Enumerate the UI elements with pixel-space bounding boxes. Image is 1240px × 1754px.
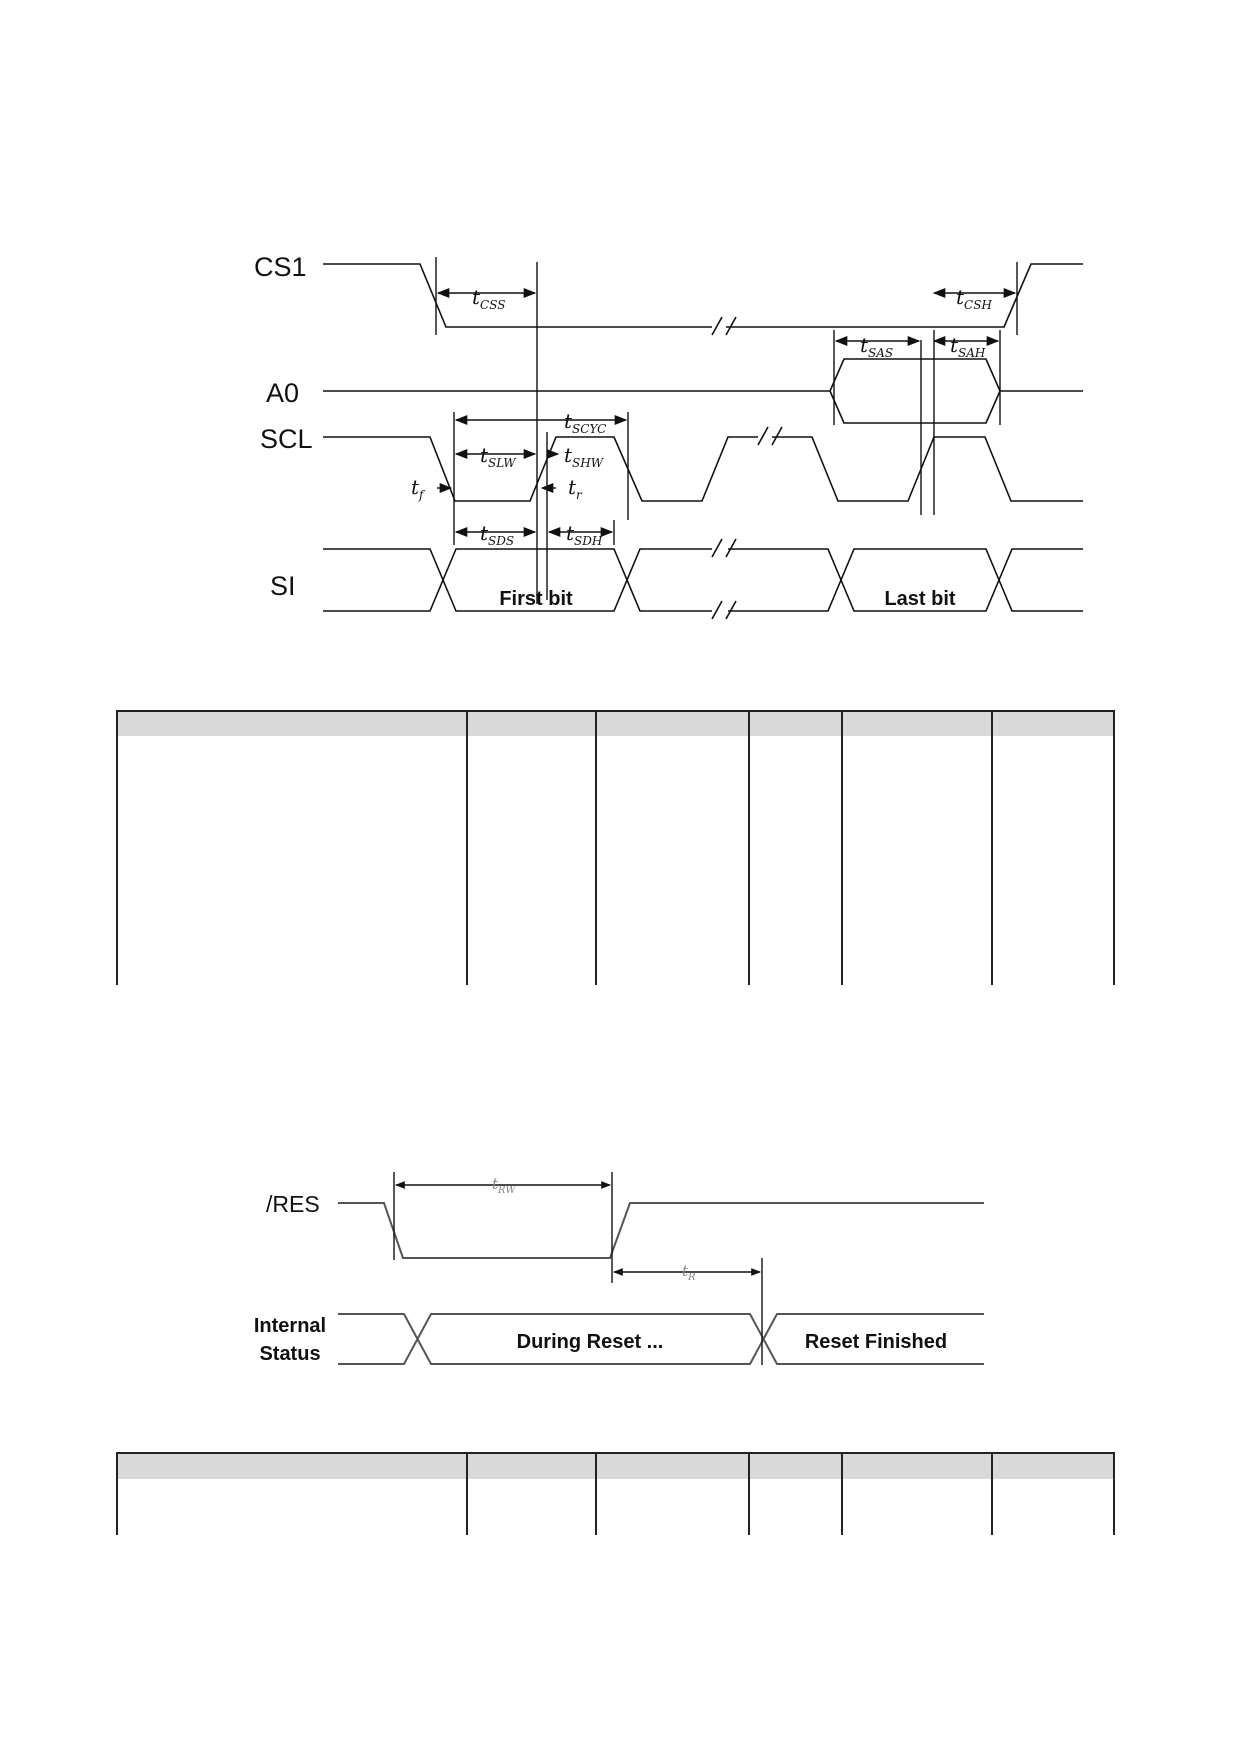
table1-cell bbox=[749, 736, 842, 985]
si-waveform bbox=[323, 539, 1083, 619]
res-waveform bbox=[338, 1203, 984, 1258]
table2-cell bbox=[596, 1479, 748, 1535]
table2-cell bbox=[749, 1479, 842, 1535]
timing-table-2 bbox=[116, 1452, 1115, 1535]
table1-header-cell bbox=[992, 711, 1114, 736]
reset-finished-label: Reset Finished bbox=[804, 1331, 948, 1353]
scl-waveform bbox=[323, 427, 1083, 501]
table2-header-cell bbox=[596, 1453, 748, 1479]
signal-label-status: Status bbox=[259, 1343, 321, 1365]
table2-header-cell bbox=[467, 1453, 596, 1479]
label-tsdh: $t_{SDH}$ bbox=[566, 521, 603, 548]
label-tslw: $t_{SLW}$ bbox=[480, 443, 516, 470]
timing-table-1 bbox=[116, 710, 1115, 985]
label-tsah: $t_{SAH}$ bbox=[950, 333, 986, 360]
table2-header-cell bbox=[117, 1453, 467, 1479]
reference-lines bbox=[436, 257, 1017, 604]
last-bit-label: Last bit bbox=[884, 588, 956, 610]
signal-label-si: SI bbox=[270, 571, 296, 601]
label-trw: $t_{RW}$ bbox=[492, 1175, 516, 1196]
table1-cell bbox=[467, 736, 596, 985]
signal-label-res: /RES bbox=[266, 1191, 320, 1217]
table1-header-cell bbox=[596, 711, 748, 736]
table2-header-cell bbox=[749, 1453, 842, 1479]
label-tsas: $t_{SAS}$ bbox=[860, 333, 894, 360]
table2-cell bbox=[992, 1479, 1114, 1535]
table1-header-cell bbox=[842, 711, 992, 736]
table2-header-cell bbox=[842, 1453, 992, 1479]
table2-header-cell bbox=[992, 1453, 1114, 1479]
table1-header-cell bbox=[467, 711, 596, 736]
table2-cell bbox=[467, 1479, 596, 1535]
timing-arrows bbox=[437, 293, 1015, 532]
label-tr-reset: $t_R$ bbox=[682, 1262, 696, 1283]
signal-label-internal: Internal bbox=[253, 1315, 327, 1337]
label-tf: $t_f$ bbox=[411, 475, 424, 502]
table1-header-cell bbox=[117, 711, 467, 736]
signal-label-cs1: CS1 bbox=[254, 252, 307, 282]
table2-cell bbox=[117, 1479, 467, 1535]
table1-cell bbox=[842, 736, 992, 985]
table1-cell bbox=[117, 736, 467, 985]
table1-header-cell bbox=[749, 711, 842, 736]
label-tscyc: $t_{SCYC}$ bbox=[564, 409, 607, 436]
a0-waveform bbox=[323, 359, 1083, 423]
label-tcsh: $t_{CSH}$ bbox=[956, 285, 992, 312]
during-reset-label: During Reset ... bbox=[516, 1331, 664, 1353]
signal-label-a0: A0 bbox=[266, 378, 300, 408]
label-tsds: $t_{SDS}$ bbox=[480, 521, 515, 548]
table2-cell bbox=[842, 1479, 992, 1535]
label-tr: $t_r$ bbox=[568, 475, 582, 502]
table1-cell bbox=[992, 736, 1114, 985]
label-tcss: $t_{CSS}$ bbox=[472, 285, 506, 312]
first-bit-label: First bit bbox=[499, 588, 573, 610]
signal-label-scl: SCL bbox=[260, 424, 313, 454]
label-tshw: $t_{SHW}$ bbox=[564, 443, 604, 470]
table1-cell bbox=[596, 736, 748, 985]
